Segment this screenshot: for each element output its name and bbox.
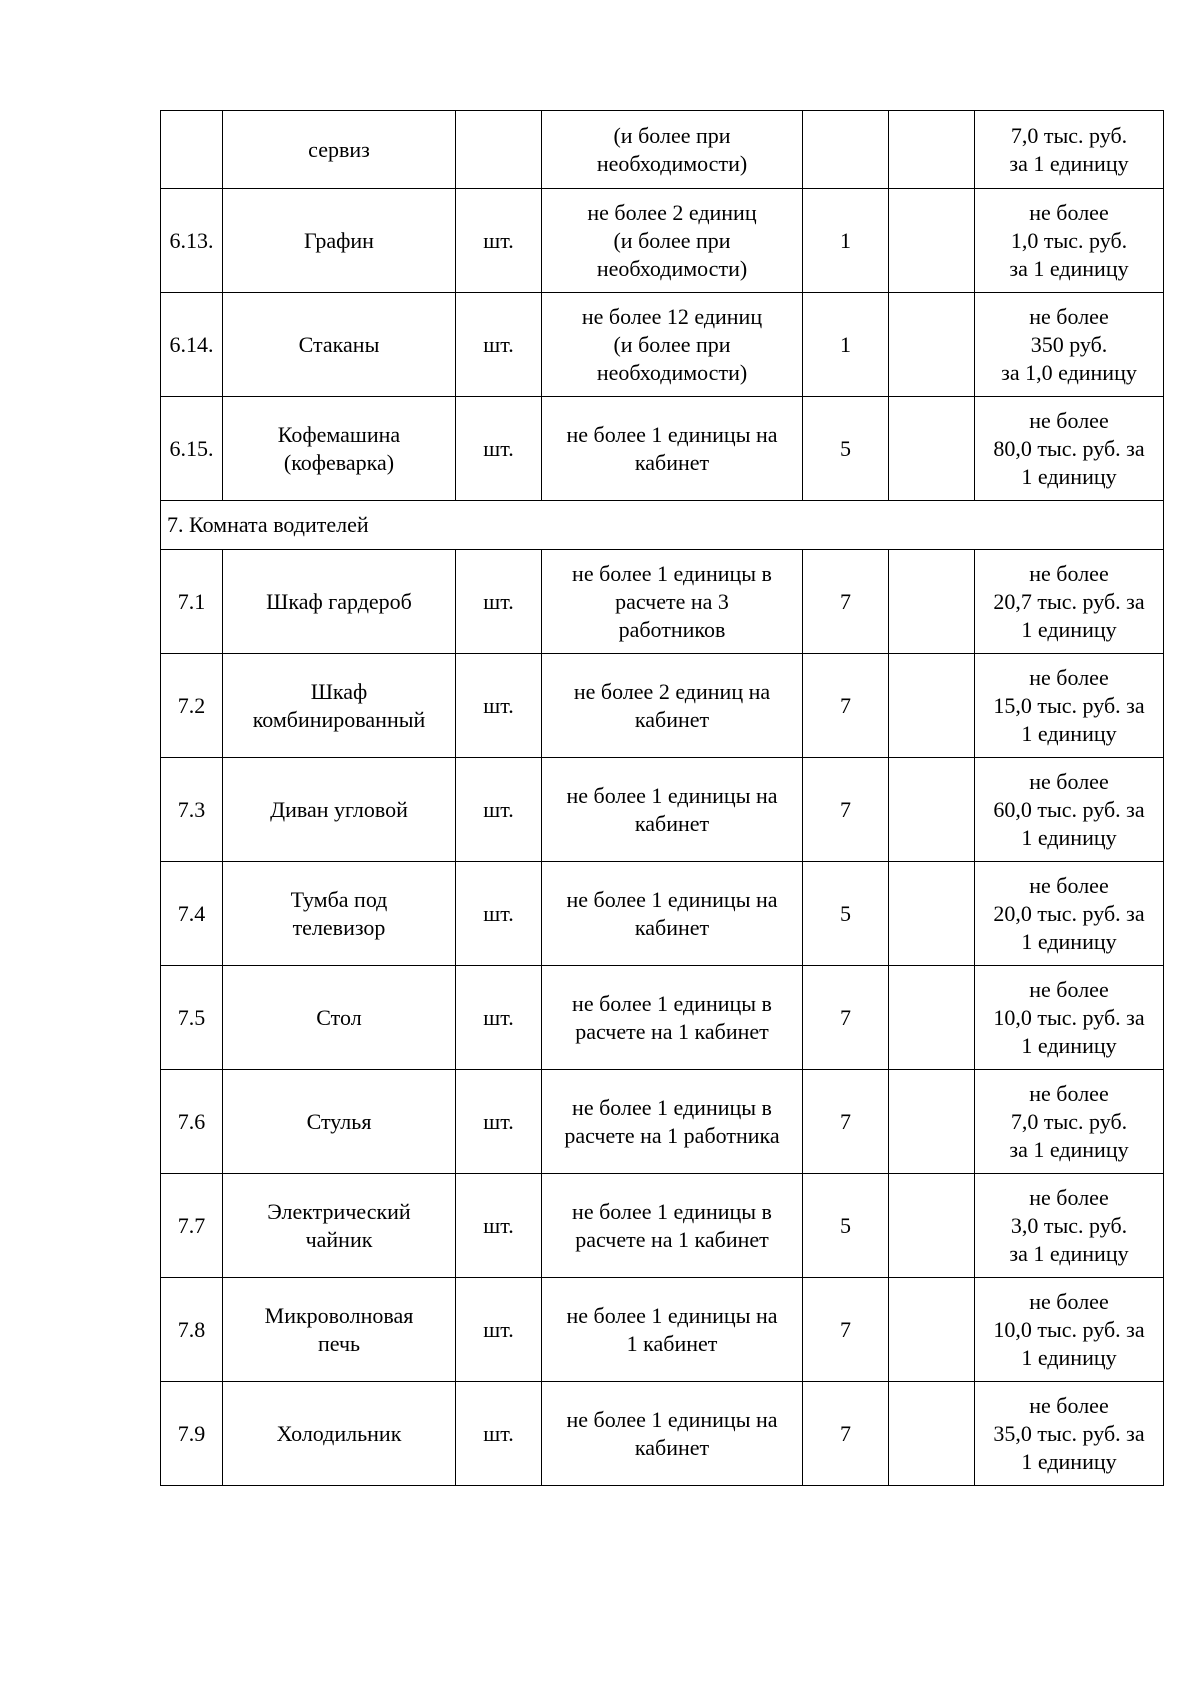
item-name-cell: Электрический чайник <box>223 1174 456 1278</box>
quantity-norm-cell: не более 2 единиц (и более при необходимости) <box>542 189 803 293</box>
quantity-norm-cell: не более 1 единицы на кабинет <box>542 397 803 501</box>
row-number-cell: 7.5 <box>161 966 223 1070</box>
empty-cell <box>889 189 975 293</box>
unit-cell: шт. <box>456 293 542 397</box>
service-life-cell: 7 <box>803 654 889 758</box>
unit-cell: шт. <box>456 189 542 293</box>
service-life-cell: 5 <box>803 397 889 501</box>
row-number-cell: 7.3 <box>161 758 223 862</box>
row-number-cell: 7.9 <box>161 1382 223 1486</box>
price-limit-cell: не более 10,0 тыс. руб. за 1 единицу <box>975 966 1164 1070</box>
empty-cell <box>889 966 975 1070</box>
item-name-cell: Кофемашина (кофеварка) <box>223 397 456 501</box>
empty-cell <box>889 550 975 654</box>
price-limit-cell: не более 1,0 тыс. руб. за 1 единицу <box>975 189 1164 293</box>
quantity-norm-cell: не более 1 единицы в расчете на 1 кабинет <box>542 1174 803 1278</box>
table-row <box>161 189 1164 293</box>
unit-cell: шт. <box>456 1278 542 1382</box>
price-limit-cell: не более 7,0 тыс. руб. за 1 единицу <box>975 1070 1164 1174</box>
table-row <box>161 654 1164 758</box>
unit-cell: шт. <box>456 1382 542 1486</box>
table-row <box>161 397 1164 501</box>
unit-cell: шт. <box>456 1070 542 1174</box>
item-name-cell: Холодильник <box>223 1382 456 1486</box>
row-number-cell: 7.2 <box>161 654 223 758</box>
price-limit-cell: не более 35,0 тыс. руб. за 1 единицу <box>975 1382 1164 1486</box>
service-life-cell: 5 <box>803 862 889 966</box>
quantity-norm-cell: не более 1 единицы на кабинет <box>542 758 803 862</box>
empty-cell <box>889 1070 975 1174</box>
table-row <box>161 1174 1164 1278</box>
quantity-norm-cell: не более 1 единицы на кабинет <box>542 862 803 966</box>
price-limit-cell: не более 15,0 тыс. руб. за 1 единицу <box>975 654 1164 758</box>
unit-cell: шт. <box>456 654 542 758</box>
quantity-norm-cell: (и более при необходимости) <box>542 111 803 189</box>
price-limit-cell: не более 20,0 тыс. руб. за 1 единицу <box>975 862 1164 966</box>
item-name-cell: сервиз <box>223 111 456 189</box>
service-life-cell: 1 <box>803 293 889 397</box>
price-limit-cell: 7,0 тыс. руб. за 1 единицу <box>975 111 1164 189</box>
service-life-cell: 5 <box>803 1174 889 1278</box>
empty-cell <box>889 1278 975 1382</box>
empty-cell <box>889 1174 975 1278</box>
row-number-cell: 6.13. <box>161 189 223 293</box>
quantity-norm-cell: не более 1 единицы в расчете на 1 кабинет <box>542 966 803 1070</box>
unit-cell: шт. <box>456 550 542 654</box>
row-number-cell: 7.4 <box>161 862 223 966</box>
quantity-norm-cell: не более 12 единиц (и более при необходимости) <box>542 293 803 397</box>
quantity-norm-cell: не более 1 единицы в расчете на 3 работников <box>542 550 803 654</box>
table-body <box>161 111 1164 1486</box>
item-name-cell: Микроволновая печь <box>223 1278 456 1382</box>
row-number-cell: 7.6 <box>161 1070 223 1174</box>
empty-cell <box>889 758 975 862</box>
unit-cell <box>456 111 542 189</box>
norms-table <box>160 110 1164 1486</box>
quantity-norm-cell: не более 1 единицы в расчете на 1 работника <box>542 1070 803 1174</box>
section-title: 7. Комната водителей <box>161 501 1164 550</box>
table-row <box>161 1278 1164 1382</box>
service-life-cell: 7 <box>803 1382 889 1486</box>
item-name-cell: Диван угловой <box>223 758 456 862</box>
price-limit-cell: не более 60,0 тыс. руб. за 1 единицу <box>975 758 1164 862</box>
unit-cell: шт. <box>456 397 542 501</box>
quantity-norm-cell: не более 2 единиц на кабинет <box>542 654 803 758</box>
service-life-cell: 1 <box>803 189 889 293</box>
row-number-cell: 6.14. <box>161 293 223 397</box>
row-number-cell: 7.7 <box>161 1174 223 1278</box>
table-row <box>161 1070 1164 1174</box>
table-row <box>161 111 1164 189</box>
item-name-cell: Стулья <box>223 1070 456 1174</box>
table-row <box>161 758 1164 862</box>
row-number-cell <box>161 111 223 189</box>
service-life-cell: 7 <box>803 550 889 654</box>
unit-cell: шт. <box>456 1174 542 1278</box>
empty-cell <box>889 397 975 501</box>
table-row <box>161 1382 1164 1486</box>
price-limit-cell: не более 10,0 тыс. руб. за 1 единицу <box>975 1278 1164 1382</box>
service-life-cell: 7 <box>803 1278 889 1382</box>
section-header-row <box>161 501 1164 550</box>
item-name-cell: Шкаф гардероб <box>223 550 456 654</box>
item-name-cell: Тумба под телевизор <box>223 862 456 966</box>
price-limit-cell: не более 20,7 тыс. руб. за 1 единицу <box>975 550 1164 654</box>
service-life-cell: 7 <box>803 1070 889 1174</box>
price-limit-cell: не более 350 руб. за 1,0 единицу <box>975 293 1164 397</box>
item-name-cell: Стол <box>223 966 456 1070</box>
empty-cell <box>889 862 975 966</box>
item-name-cell: Шкаф комбинированный <box>223 654 456 758</box>
service-life-cell <box>803 111 889 189</box>
empty-cell <box>889 111 975 189</box>
service-life-cell: 7 <box>803 966 889 1070</box>
unit-cell: шт. <box>456 966 542 1070</box>
row-number-cell: 6.15. <box>161 397 223 501</box>
row-number-cell: 7.8 <box>161 1278 223 1382</box>
service-life-cell: 7 <box>803 758 889 862</box>
table-row <box>161 966 1164 1070</box>
item-name-cell: Стаканы <box>223 293 456 397</box>
price-limit-cell: не более 80,0 тыс. руб. за 1 единицу <box>975 397 1164 501</box>
row-number-cell: 7.1 <box>161 550 223 654</box>
price-limit-cell: не более 3,0 тыс. руб. за 1 единицу <box>975 1174 1164 1278</box>
table-row <box>161 293 1164 397</box>
empty-cell <box>889 293 975 397</box>
quantity-norm-cell: не более 1 единицы на 1 кабинет <box>542 1278 803 1382</box>
unit-cell: шт. <box>456 758 542 862</box>
item-name-cell: Графин <box>223 189 456 293</box>
unit-cell: шт. <box>456 862 542 966</box>
table-row <box>161 550 1164 654</box>
quantity-norm-cell: не более 1 единицы на кабинет <box>542 1382 803 1486</box>
empty-cell <box>889 654 975 758</box>
table-row <box>161 862 1164 966</box>
empty-cell <box>889 1382 975 1486</box>
